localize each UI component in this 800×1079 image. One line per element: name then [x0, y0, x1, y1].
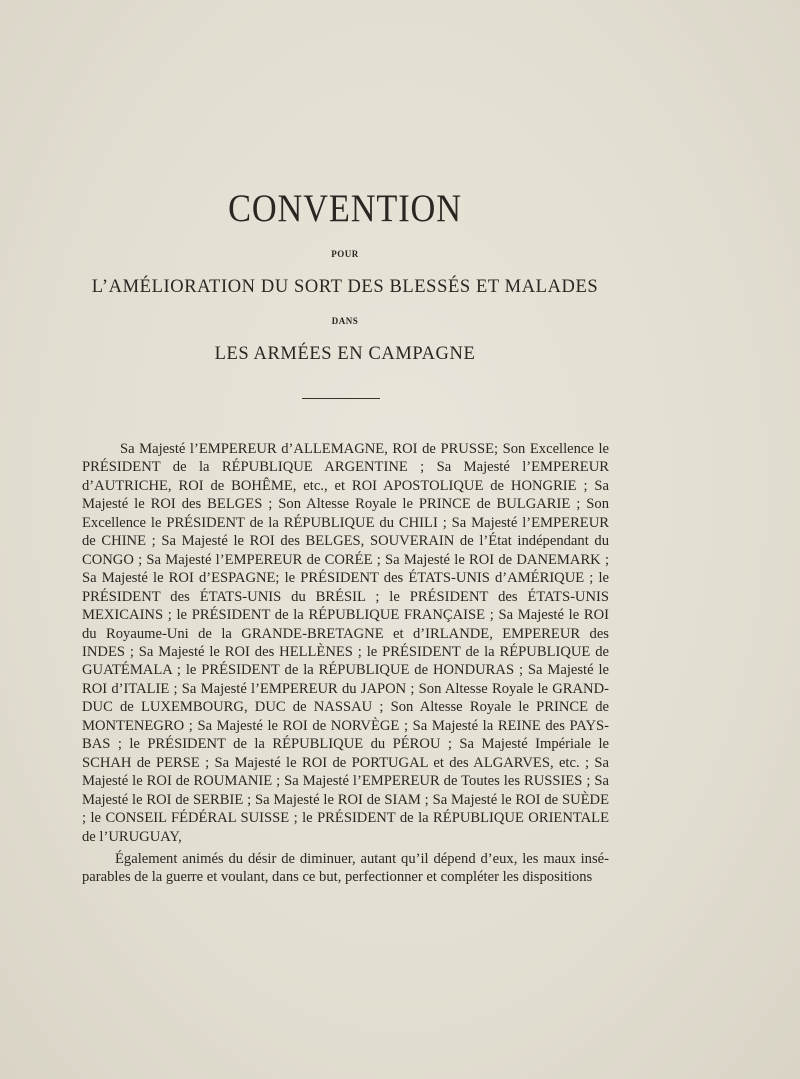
subtitle-line-2: LES ARMÉES EN CAMPAGNE	[214, 344, 476, 364]
separator-rule	[302, 398, 380, 399]
body-paragraph-signatories: Sa Majesté l’EMPEREUR d’ALLEMAGNE, ROI de PRUSSE; Son Excellence le PRÉSIDENT de la RÉPUBLIQUE ARGENTINE ; Sa Majesté l’EMPEREUR d’AUTRICHE, ROI de BOHÊME, etc., et ROI APOSTOLIQUE de HONGRIE ; Sa Majesté le ROI des BELGES ; Son Altesse Royale le PRINCE de BULGARIE ; Son Excellence le PRÉSIDENT de la RÉPUBLIQUE du CHILI ; Sa Majesté l’EMPEREUR de CHINE ; Sa Majesté le ROI des BELGES, SOUVERAIN de l’État indépendant du CONGO ; Sa Majesté l’EMPEREUR de CORÉE ; Sa Majesté le ROI de DANEMARK ; Sa Majesté le ROI d’ESPAGNE; le PRÉSIDENT des ÉTATS-UNIS d’AMÉRIQUE ; le PRÉSIDENT des ÉTATS-UNIS du BRÉSIL ; le PRÉSIDENT des ÉTATS-UNIS MEXICAINS ; le PRÉSIDENT de la RÉPUBLIQUE FRANÇAISE ; Sa Majesté le ROI du Royaume-Uni de la GRANDE-BRETAGNE et d’IRLANDE, EMPEREUR des INDES ; Sa Majesté le ROI des HELLÈNES ; le PRÉSIDENT de la RÉPUBLIQUE de GUATÉMALA ; le PRÉSIDENT de la RÉPUBLIQUE de HONDURAS ; Sa Majesté le ROI d’ITALIE ; Sa Majesté l’EMPEREUR du JAPON ; Son Altesse Royale le GRAND-DUC de LUXEMBOURG, DUC de NASSAU ; Son Altesse Royale le PRINCE de MONTENEGRO ; Sa Majesté le ROI de NORVÈGE ; Sa Majesté la REINE des PAYS-BAS ; le PRÉSIDENT de la RÉPUBLIQUE du PÉROU ; Sa Majesté Impériale le SCHAH de PERSE ; Sa Majesté le ROI de PORTUGAL et des ALGARVES, etc. ; Sa Majesté le ROI de ROUMANIE ; Sa Majesté l’EMPEREUR de Toutes les RUSSIES ; Sa Majesté le ROI de SERBIE ; Sa Majesté le ROI de SIAM ; Sa Majesté le ROI de SUÈDE ; le CONSEIL FÉDÉRAL SUISSE ; le PRÉSIDENT de la RÉPUBLIQUE ORIENTALE de l’URUGUAY,	[82, 441, 609, 845]
pour-label: POUR	[331, 249, 359, 259]
document-title: CONVENTION	[228, 187, 462, 230]
dans-label: DANS	[331, 316, 359, 326]
body-paragraph-preamble: Également animés du désir de diminuer, autant qu’il dépend d’eux, les maux insé-parables de la guerre et voulant, dans ce but, perfectionner et compléter les dispositions	[82, 851, 609, 886]
subtitle-line-1: L’AMÉLIORATION DU SORT DES BLESSÉS ET MALADES	[91, 277, 599, 297]
